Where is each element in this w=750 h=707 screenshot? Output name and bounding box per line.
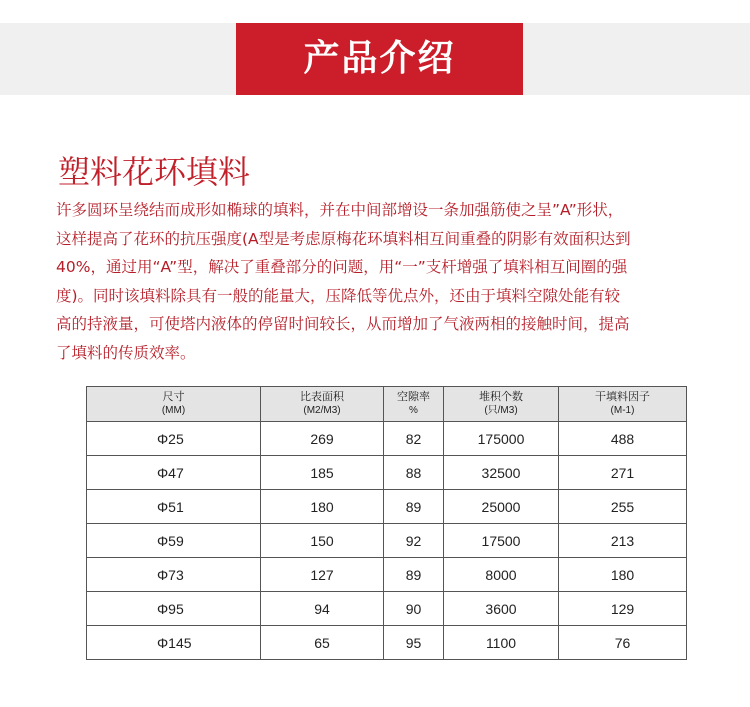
cell-void-ratio: 82 — [384, 422, 444, 456]
column-header-packing-count — [444, 387, 559, 422]
cell-packing-count: 175000 — [444, 422, 559, 456]
description-line: 了填料的传质效率。 — [56, 343, 196, 362]
table-row — [87, 422, 687, 456]
product-description — [56, 196, 706, 367]
cell-dry-packing-factor: 213 — [559, 524, 687, 558]
cell-dry-packing-factor: 129 — [559, 592, 687, 626]
column-header-label: 尺寸 — [162, 391, 185, 403]
cell-void-ratio: 92 — [384, 524, 444, 558]
column-header-size — [87, 387, 261, 422]
cell-packing-count: 17500 — [444, 524, 559, 558]
column-header-specific-surface — [261, 387, 384, 422]
cell-dry-packing-factor: 271 — [559, 456, 687, 490]
cell-size: Φ145 — [87, 626, 261, 660]
description-line: 度)。同时该填料除具有一般的能量大，压降低等优点外，还由于填料空隙处能有较 — [56, 286, 621, 305]
cell-size: Φ73 — [87, 558, 261, 592]
cell-specific-surface: 127 — [261, 558, 384, 592]
table-row — [87, 490, 687, 524]
cell-specific-surface: 180 — [261, 490, 384, 524]
cell-packing-count: 1100 — [444, 626, 559, 660]
table-row — [87, 626, 687, 660]
cell-packing-count: 3600 — [444, 592, 559, 626]
cell-specific-surface: 269 — [261, 422, 384, 456]
cell-packing-count: 32500 — [444, 456, 559, 490]
cell-specific-surface: 65 — [261, 626, 384, 660]
cell-dry-packing-factor: 180 — [559, 558, 687, 592]
cell-dry-packing-factor: 488 — [559, 422, 687, 456]
cell-void-ratio: 90 — [384, 592, 444, 626]
column-header-label: 空隙率 — [397, 391, 430, 403]
column-header-unit: (M-1) — [610, 405, 635, 416]
column-header-label: 干填料因子 — [595, 391, 650, 403]
spec-table — [86, 386, 687, 660]
column-header-label: 堆积个数 — [479, 391, 523, 403]
table-row — [87, 592, 687, 626]
cell-size: Φ25 — [87, 422, 261, 456]
column-header-unit: (MM) — [161, 405, 186, 416]
header-title: 产品介绍 — [236, 23, 523, 95]
cell-packing-count: 8000 — [444, 558, 559, 592]
cell-specific-surface: 150 — [261, 524, 384, 558]
description-line: 这样提高了花环的抗压强度(A型是考虑原梅花环填料相互间重叠的阴影有效面积达到 — [56, 229, 631, 248]
cell-dry-packing-factor: 76 — [559, 626, 687, 660]
column-header-unit: (M2/M3) — [303, 405, 341, 416]
cell-size: Φ47 — [87, 456, 261, 490]
table-row — [87, 524, 687, 558]
cell-dry-packing-factor: 255 — [559, 490, 687, 524]
cell-specific-surface: 185 — [261, 456, 384, 490]
cell-void-ratio: 95 — [384, 626, 444, 660]
cell-size: Φ95 — [87, 592, 261, 626]
description-line: 40%，通过用“A”型，解决了重叠部分的问题，用“一”支杆增强了填料相互间圈的强 — [56, 258, 628, 276]
section-title: 塑料花环填料 — [58, 153, 251, 191]
cell-size: Φ59 — [87, 524, 261, 558]
cell-void-ratio: 88 — [384, 456, 444, 490]
column-header-unit: (只/M3) — [484, 405, 518, 416]
column-header-dry-packing-factor — [559, 387, 687, 422]
description-line: 高的持液量，可使塔内液体的停留时间较长，从而增加了气液两相的接触时间，提高 — [56, 315, 630, 333]
description-line: 许多圆环呈绕结而成形如椭球的填料，并在中间部增设一条加强筋使之呈”A”形状， — [56, 201, 624, 219]
table-row — [87, 558, 687, 592]
cell-void-ratio: 89 — [384, 490, 444, 524]
table-header-row — [87, 387, 687, 422]
cell-packing-count: 25000 — [444, 490, 559, 524]
table-row — [87, 456, 687, 490]
cell-specific-surface: 94 — [261, 592, 384, 626]
cell-void-ratio: 89 — [384, 558, 444, 592]
cell-size: Φ51 — [87, 490, 261, 524]
column-header-label: 比表面积 — [300, 391, 344, 403]
column-header-void-ratio — [384, 387, 444, 422]
column-header-unit: % — [409, 405, 418, 416]
